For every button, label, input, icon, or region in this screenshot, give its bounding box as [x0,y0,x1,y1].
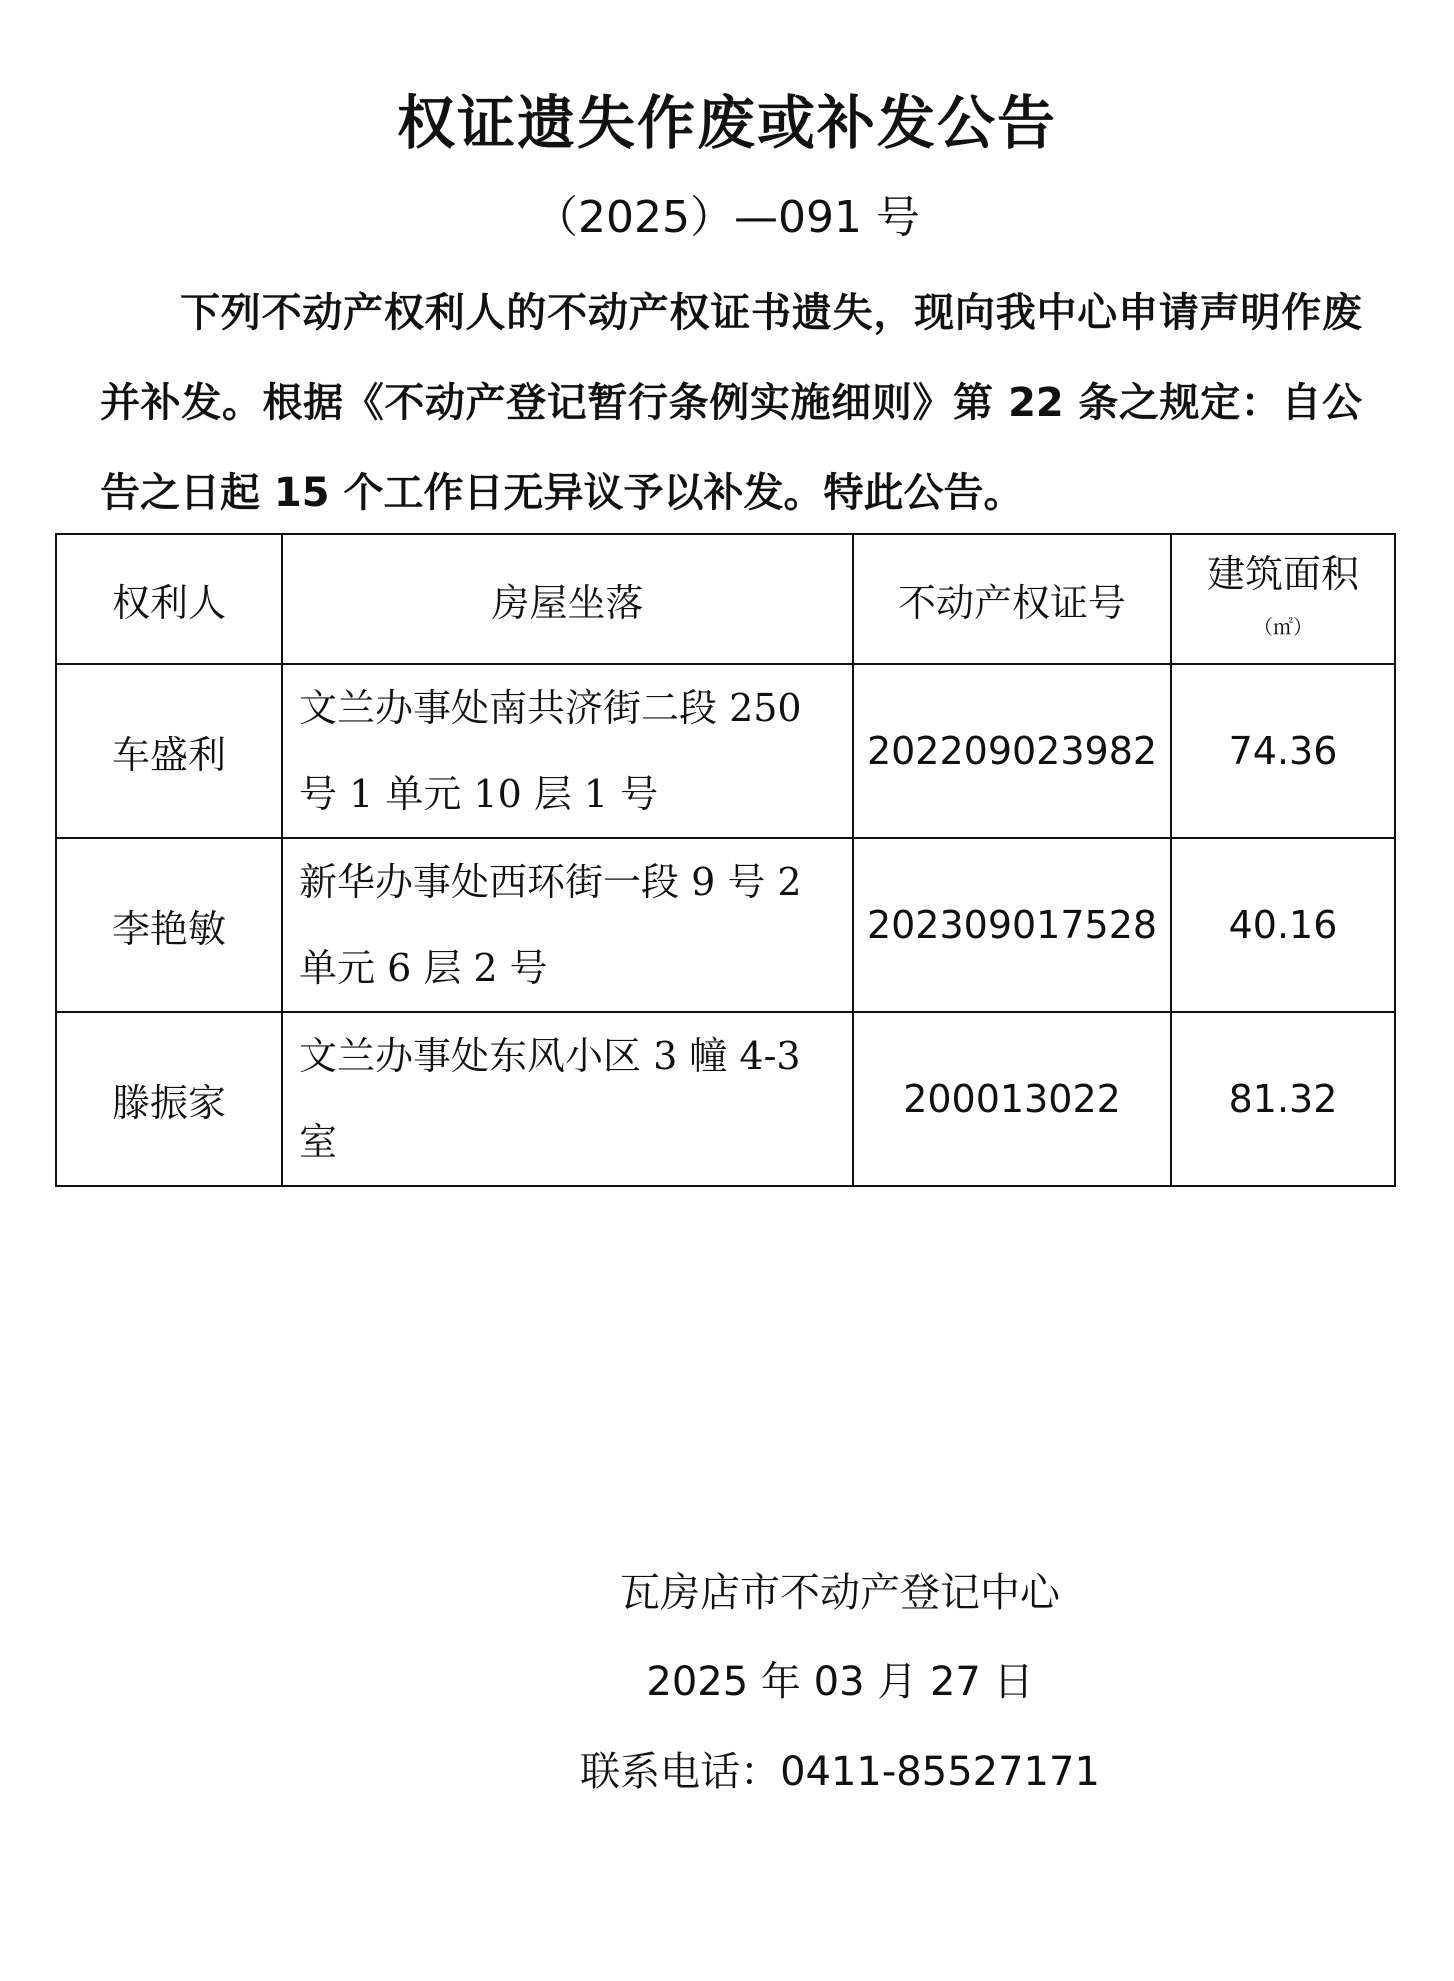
issue-date: 2025 年 03 月 27 日 [646,1659,1034,1705]
table-header-row [56,534,1395,664]
cell-area: 81.32 [1171,1012,1395,1186]
table-row [56,664,1395,838]
cell-cert-no: 202309017528 [853,838,1171,1012]
cell-cert-no: 200013022 [853,1012,1171,1186]
lost-certificate-table [55,533,1396,1187]
notice-number: （2025）—091 号 [534,192,920,243]
header-area-label: 建筑面积 [1206,552,1359,596]
cell-location: 文兰办事处东风小区 3 幢 4-3 室 [282,1012,853,1186]
table-row [56,1012,1395,1186]
issuer-name: 瓦房店市不动产登记中心 [620,1570,1060,1616]
notice-intro: 下列不动产权利人的不动产权证书遗失，现向我中心申请声明作废并补发。根据《不动产登记暂行条例实施细则》第 22 条之规定：自公告之日起 15 个工作日无异议予以补发。特此公告。 [100,290,1362,516]
contact-phone: 联系电话：0411-85527171 [580,1749,1100,1795]
cell-cert-no: 202209023982 [853,664,1171,838]
header-cert-no: 不动产权证号 [853,534,1171,664]
header-area [1171,534,1395,664]
cell-area: 40.16 [1171,838,1395,1012]
cell-holder: 滕振家 [56,1012,282,1186]
cell-location: 文兰办事处南共济街二段 250 号 1 单元 10 层 1 号 [282,664,853,838]
header-location: 房屋坐落 [282,534,853,664]
header-holder: 权利人 [56,534,282,664]
cell-holder: 李艳敏 [56,838,282,1012]
header-area-unit: （㎡） [1253,615,1313,639]
cell-area: 74.36 [1171,664,1395,838]
cell-holder: 车盛利 [56,664,282,838]
cell-location: 新华办事处西环街一段 9 号 2 单元 6 层 2 号 [282,838,853,1012]
table-row [56,838,1395,1012]
notice-title: 权证遗失作废或补发公告 [396,89,1057,157]
